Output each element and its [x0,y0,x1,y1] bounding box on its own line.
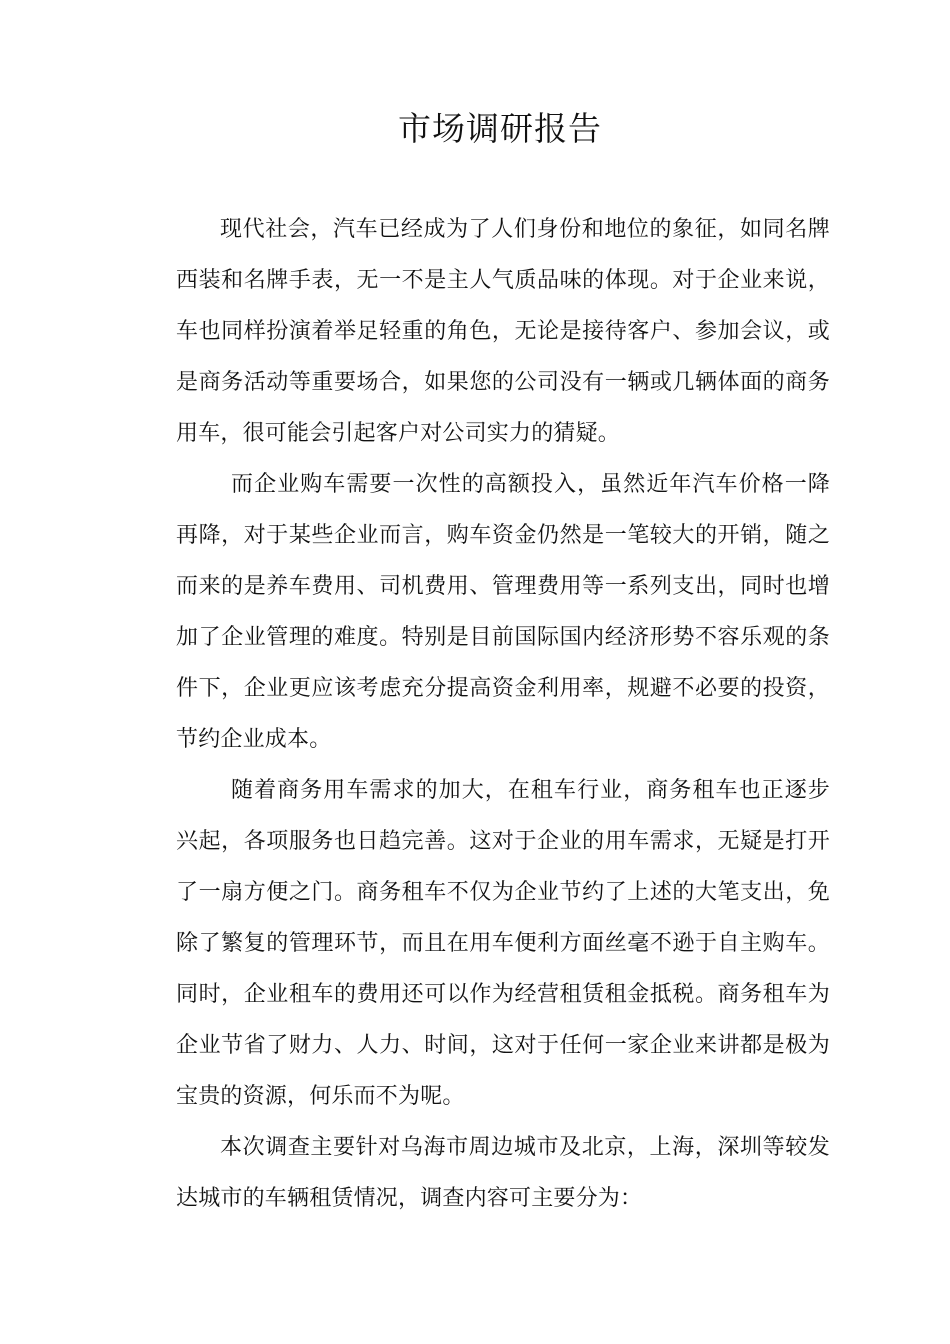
paragraph-4: 本次调查主要针对乌海市周边城市及北京，上海，深圳等较发达城市的车辆租赁情况，调查内容可主要分为： [176,1135,830,1211]
paragraph-2: 而企业购车需要一次性的高额投入，虽然近年汽车价格一降再降，对于某些企业而言，购车资金仍然是一笔较大的开销，随之而来的是养车费用、司机费用、管理费用等一系列支出，同时也增加了企业管理的难度。特别是目前国际国内经济形势不容乐观的条件下，企业更应该考虑充分提高资金利用率，规避不必要的投资，节约企业成本。 [176,472,830,752]
document-body [176,204,830,1224]
document-title: 市场调研报告 [398,109,602,148]
paragraph-3: 随着商务用车需求的加大，在租车行业，商务租车也正逐步兴起，各项服务也日趋完善。这对于企业的用车需求，无疑是打开了一扇方便之门。商务租车不仅为企业节约了上述的大笔支出，免除了繁复的管理环节，而且在用车便利方面丝毫不逊于自主购车。同时，企业租车的费用还可以作为经营租赁租金抵税。商务租车为企业节省了财力、人力、时间，这对于任何一家企业来讲都是极为宝贵的资源，何乐而不为呢。 [176,778,830,1109]
paragraph-1: 现代社会，汽车已经成为了人们身份和地位的象征，如同名牌西装和名牌手表，无一不是主人气质品味的体现。对于企业来说，车也同样扮演着举足轻重的角色，无论是接待客户、参加会议，或是商务活动等重要场合，如果您的公司没有一辆或几辆体面的商务用车，很可能会引起客户对公司实力的猜疑。 [176,217,830,446]
